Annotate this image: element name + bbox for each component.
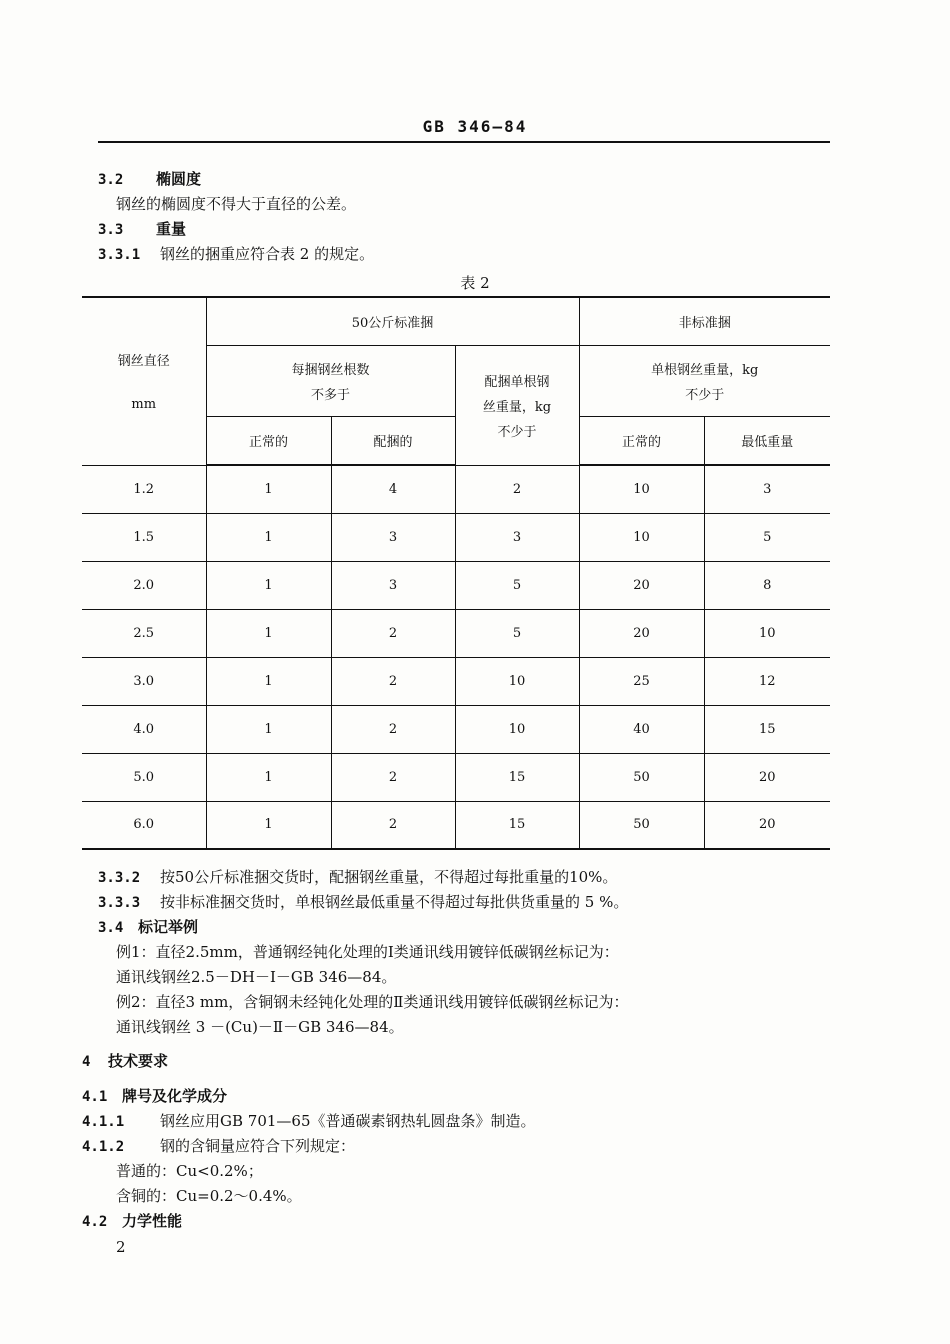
cell-single-normal: 40 xyxy=(579,705,704,753)
section-3-3-3 xyxy=(98,891,628,912)
header-min-weight: 最低重量 xyxy=(704,416,830,465)
section-title: 重量 xyxy=(156,220,187,238)
section-3-3-1 xyxy=(98,243,374,264)
example-1-description: 例1：直径2.5mm，普通钢经钝化处理的Ⅰ类通讯线用镀锌低碳钢丝标记为： xyxy=(116,943,619,961)
cell-diameter: 1.5 xyxy=(82,513,206,561)
cell-diameter: 4.0 xyxy=(82,705,206,753)
header-normal-nonstd: 正常的 xyxy=(579,416,704,465)
section-number: 3.4 xyxy=(98,920,124,936)
section-title: 技术要求 xyxy=(108,1052,169,1070)
cell-count-paired: 3 xyxy=(331,561,455,609)
header-paired: 配捆的 xyxy=(331,416,455,465)
cell-count-normal: 1 xyxy=(206,753,331,801)
page-number: 2 xyxy=(116,1238,126,1256)
cell-diameter: 2.0 xyxy=(82,561,206,609)
cell-diameter: 6.0 xyxy=(82,801,206,849)
cell-single-normal: 10 xyxy=(579,465,704,513)
cell-count-normal: 1 xyxy=(206,561,331,609)
section-4-heading xyxy=(82,1050,168,1071)
cell-min-weight: 20 xyxy=(704,801,830,849)
cell-count-normal: 1 xyxy=(206,513,331,561)
cell-min-weight: 10 xyxy=(704,609,830,657)
cell-paired-weight: 2 xyxy=(455,465,579,513)
header-paired-weight-line2: 丝重量，kg xyxy=(482,399,552,415)
table-body xyxy=(82,465,830,849)
cell-paired-weight: 5 xyxy=(455,609,579,657)
cell-count-paired: 2 xyxy=(331,705,455,753)
cell-paired-weight: 10 xyxy=(455,657,579,705)
header-wire-count-limit: 不多于 xyxy=(310,387,350,403)
section-3-2-heading xyxy=(98,168,201,189)
header-standard-bundle: 50公斤标准捆 xyxy=(206,297,579,345)
cell-count-normal: 1 xyxy=(206,705,331,753)
section-number: 3.3.2 xyxy=(98,870,141,886)
header-paired-weight xyxy=(455,345,579,465)
section-3-3-2 xyxy=(98,866,617,887)
section-4-1-1 xyxy=(82,1110,536,1131)
header-paired-weight-line1: 配捆单根钢 xyxy=(484,374,550,390)
header-rule xyxy=(98,141,830,143)
header-single-weight xyxy=(579,345,830,416)
cell-single-normal: 20 xyxy=(579,609,704,657)
cell-diameter: 1.2 xyxy=(82,465,206,513)
table-caption: 表 2 xyxy=(460,274,490,292)
table-row xyxy=(82,753,830,801)
cell-count-normal: 1 xyxy=(206,801,331,849)
section-number: 3.2 xyxy=(98,172,124,188)
cell-count-paired: 2 xyxy=(331,753,455,801)
section-number: 3.3.3 xyxy=(98,895,141,911)
cell-single-normal: 25 xyxy=(579,657,704,705)
cell-diameter: 3.0 xyxy=(82,657,206,705)
header-single-weight-label: 单根钢丝重量，kg xyxy=(651,362,759,378)
section-text: 按非标准捆交货时，单根钢丝最低重量不得超过每批供货重量的 5 %。 xyxy=(160,893,629,911)
table-row xyxy=(82,609,830,657)
section-4-1-heading xyxy=(82,1085,227,1106)
cell-count-paired: 2 xyxy=(331,609,455,657)
cell-min-weight: 5 xyxy=(704,513,830,561)
table-row xyxy=(82,801,830,849)
table-row xyxy=(82,561,830,609)
example-2-marking: 通讯线钢丝 3 －(Cu)－Ⅱ－GB 346—84。 xyxy=(116,1018,404,1036)
section-3-3-heading xyxy=(98,218,186,239)
example-1-marking: 通讯线钢丝2.5－DH－Ⅰ－GB 346—84。 xyxy=(116,968,397,986)
section-number: 4.1 xyxy=(82,1089,108,1105)
cell-min-weight: 3 xyxy=(704,465,830,513)
header-diameter-unit: mm xyxy=(131,397,157,413)
cell-min-weight: 12 xyxy=(704,657,830,705)
cell-min-weight: 20 xyxy=(704,753,830,801)
section-title: 力学性能 xyxy=(122,1212,183,1230)
header-nonstandard-bundle: 非标准捆 xyxy=(579,297,830,345)
section-number: 4.1.2 xyxy=(82,1139,125,1155)
header-diameter xyxy=(82,297,206,465)
document-header: GB 346—84 xyxy=(422,117,528,136)
copper-content-normal: 普通的：Cu<0.2%； xyxy=(116,1162,263,1180)
table-row xyxy=(82,705,830,753)
table-row xyxy=(82,513,830,561)
cell-paired-weight: 5 xyxy=(455,561,579,609)
section-text: 钢丝的捆重应符合表 2 的规定。 xyxy=(160,245,375,263)
cell-count-normal: 1 xyxy=(206,657,331,705)
table-row xyxy=(82,657,830,705)
section-number: 4 xyxy=(82,1054,91,1070)
header-single-weight-limit: 不少于 xyxy=(685,387,725,403)
section-text: 钢的含铜量应符合下列规定： xyxy=(160,1137,356,1155)
section-4-2-heading xyxy=(82,1210,182,1231)
section-title: 标记举例 xyxy=(138,918,199,936)
copper-content-copper: 含铜的：Cu=0.2～0.4%。 xyxy=(116,1187,302,1205)
section-3-4-heading xyxy=(98,916,198,937)
header-wire-count xyxy=(206,345,455,416)
cell-single-normal: 50 xyxy=(579,801,704,849)
section-title: 椭圆度 xyxy=(156,170,202,188)
header-paired-weight-line3: 不少于 xyxy=(497,424,537,440)
bundle-weight-table xyxy=(82,296,830,850)
cell-paired-weight: 15 xyxy=(455,753,579,801)
section-number: 4.2 xyxy=(82,1214,108,1230)
cell-paired-weight: 15 xyxy=(455,801,579,849)
header-diameter-label: 钢丝直径 xyxy=(117,354,170,370)
section-title: 牌号及化学成分 xyxy=(122,1087,228,1105)
cell-paired-weight: 10 xyxy=(455,705,579,753)
cell-min-weight: 8 xyxy=(704,561,830,609)
cell-paired-weight: 3 xyxy=(455,513,579,561)
header-wire-count-label: 每捆钢丝根数 xyxy=(291,362,370,378)
cell-count-paired: 3 xyxy=(331,513,455,561)
header-normal: 正常的 xyxy=(206,416,331,465)
cell-single-normal: 50 xyxy=(579,753,704,801)
section-4-1-2 xyxy=(82,1135,355,1156)
cell-single-normal: 20 xyxy=(579,561,704,609)
cell-single-normal: 10 xyxy=(579,513,704,561)
cell-count-paired: 4 xyxy=(331,465,455,513)
section-text: 按50公斤标准捆交货时，配捆钢丝重量，不得超过每批重量的10%。 xyxy=(160,868,618,886)
section-text: 钢丝应用GB 701—65《普通碳素钢热轧圆盘条》制造。 xyxy=(160,1112,536,1130)
cell-count-paired: 2 xyxy=(331,657,455,705)
section-number: 4.1.1 xyxy=(82,1114,125,1130)
section-3-2-text: 钢丝的椭圆度不得大于直径的公差。 xyxy=(116,195,357,213)
cell-diameter: 5.0 xyxy=(82,753,206,801)
cell-min-weight: 15 xyxy=(704,705,830,753)
cell-count-normal: 1 xyxy=(206,609,331,657)
cell-count-normal: 1 xyxy=(206,465,331,513)
table-row xyxy=(82,465,830,513)
cell-diameter: 2.5 xyxy=(82,609,206,657)
example-2-description: 例2：直径3 mm，含铜钢未经钝化处理的Ⅱ类通讯线用镀锌低碳钢丝标记为： xyxy=(116,993,629,1011)
section-number: 3.3 xyxy=(98,222,124,238)
cell-count-paired: 2 xyxy=(331,801,455,849)
section-number: 3.3.1 xyxy=(98,247,141,263)
